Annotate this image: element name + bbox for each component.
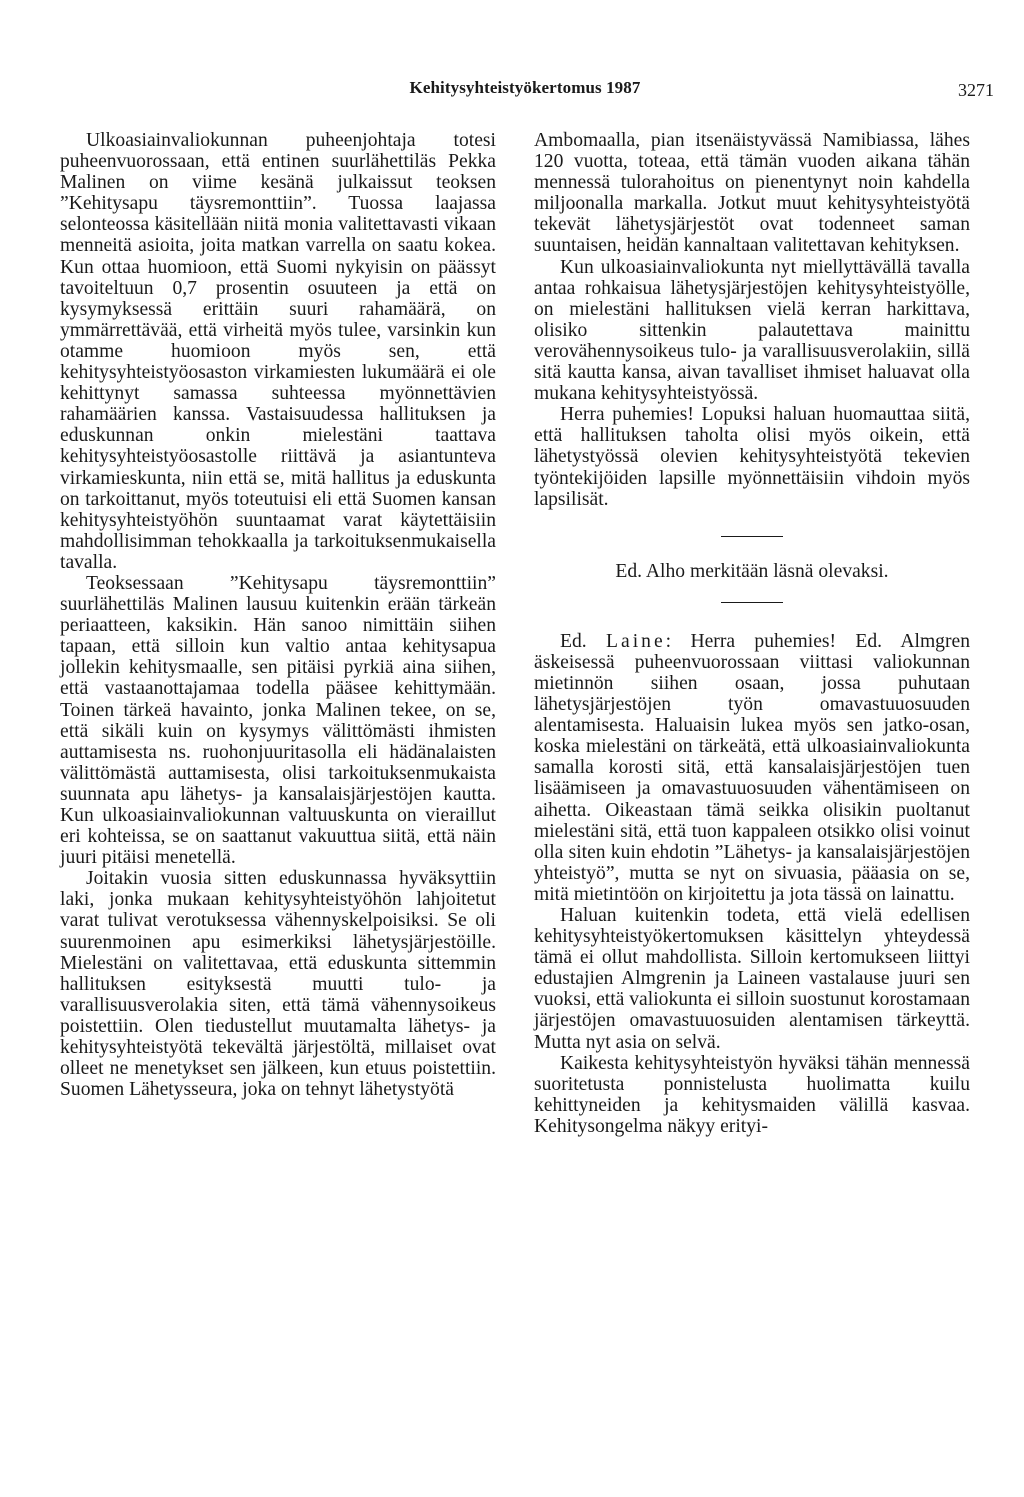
left-column	[60, 130, 496, 1100]
paragraph: Haluan kuitenkin todeta, että vielä edellisen kehitysyhteistyökertomuksen käsittelyn yhteydessä tämä ei ollut mahdollista. Silloin kertomukseen liittyi edustajien Almgrenin ja Laineen vastalause juuri sen vuoksi, että valiokunta ei silloin suostunut korostamaan järjestöjen omavastuuosuiden alentamisen tärkeyttä. Mutta nyt asia on selvä.	[534, 905, 970, 1053]
speech-text: : Herra puhemies! Ed. Almgren äskeisessä puheenvuorossaan viittasi valiokunnan mietinnön siihen osaan, jossa puhutaan lähetysjärjestöjen työn omavastuuosuuden alentamisesta. Haluaisin lukea myös sen jatko-osan, koska mielestäni on tärkeätä, että ulkoasiainvaliokunta samalla korosti sitä, että kansalaisjärjestöjen tuen lisäämiseen ja omavastuuosuuden vähentämiseen on aihetta. Oikeastaan tämä seikka olisikin puoltanut mielestäni sitä, että tuon kappaleen otsikko olisi voinut olla siten kuin ehdotin ”Lähetys- ja kansalaisjärjestöjen yhteistyö”, mutta se nyt on sivuasia, pääasia on se, mitä mietintöön on kirjoitettu ja jota tässä on lainattu.	[534, 630, 970, 905]
right-column	[534, 130, 970, 1137]
paragraph: Ulkoasiainvaliokunnan puheenjohtaja totesi puheenvuorossaan, että entinen suurlähettiläs Pekka Malinen on viime kesänä julkaissut teoksen ”Kehitysapu täysremonttiin”. Tuossa laajassa selonteossa käsitellään niitä monia valitettavasti vikaan menneitä asioita, joita matkan varrella on saatu kokea. Kun ottaa huomioon, että Suomi nykyisin on päässyt tavoiteltuun 0,7 prosentin osuuteen ja että on kysymyksessä erittäin suuri rahamäärä, on ymmärrettävää, että virheitä myös tulee, varsinkin kun otamme huomioon myös sen, että kehitysyhteistyöosaston virkamiesten lukumäärä ei ole kehittynyt samassa suhteessa myönnettävien rahamäärien kanssa. Vastaisuudessa hallituksen ja eduskunnan onkin mielestäni taattava kehitysyhteistyöosastolle riittävä ja asiantunteva virkamieskunta, niin että se, mitä hallitus ja eduskunta on tarkoittanut, myös toteutuisi eli että Suomen kansan kehitysyhteistyöhön suuntaamat varat käytettäisiin mahdollisimman tehokkaalla ja tarkoituksenmukaisella tavalla.	[60, 130, 496, 573]
paragraph: Herra puhemies! Lopuksi haluan huomauttaa siitä, että hallituksen taholta olisi myös oikein, että lähetystyössä olevien kehitysyhteistyötä tekevien työntekijöiden lapsille myönnettäisiin vihdoin myös lapsilisät.	[534, 404, 970, 510]
page-header	[56, 78, 994, 106]
section-divider	[721, 536, 783, 537]
running-title: Kehitysyhteistyökertomus 1987	[409, 78, 641, 97]
paragraph: Joitakin vuosia sitten eduskunnassa hyväksyttiin laki, jonka mukaan kehitysyhteistyöhön lahjoitetut varat tulivat verotuksessa vähennyskelpoisiksi. Se oli suurenmoinen apu esimerkiksi lähetysjärjestöille. Mielestäni on valitettavaa, että eduskunta sittemmin hallituksen esityksestä muutti tulo- ja varallisuusverolakia siten, että tämä vähennysoikeus poistettiin. Olen tiedustellut muutamalta lähetys- ja kehitysyhteistyötä tekevältä järjestöltä, millaiset ovat olleet ne menetykset sen jälkeen, kun etuus poistettiin. Suomen Lähetysseura, joka on tehnyt lähetystyötä	[60, 868, 496, 1101]
speech-paragraph	[534, 631, 970, 905]
attendance-notice: Ed. Alho merkitään läsnä olevaksi.	[615, 560, 889, 582]
paragraph: Kaikesta kehitysyhteistyön hyväksi tähän mennessä suoritetusta ponnistelusta huolimatta kuilu kehittyneiden ja kehitysmaiden välillä kasvaa. Kehitysongelma näkyy erityi-	[534, 1052, 970, 1137]
speaker-prefix: Ed.	[560, 630, 587, 652]
section-divider	[721, 602, 783, 603]
paragraph: Ambomaalla, pian itsenäistyvässä Namibiassa, lähes 120 vuotta, toteaa, että tämän vuoden aikana tähän mennessä tulorahoitus on pienentynyt noin kahdella miljoonalla markalla. Jotkut muut kehitysyhteistyötä tekevät lähetysjärjestöt ovat todenneet saman suuntaisen, heidän kannaltaan valitettavan kehityksen.	[534, 130, 970, 257]
paragraph: Teoksessaan ”Kehitysapu täysremonttiin” suurlähettiläs Malinen lausuu kuitenkin erään tärkeän periaatteen, kaksikin. Hän sanoo nimittäin siihen tapaan, että silloin kun valtio antaa kehitysapua jollekin kehitysmaalle, sen pitäisi pyrkiä aina siihen, että vastaanottajamaa todella pääsee kehittymään. Toinen tärkeä havainto, jonka Malinen tekee, on se, että sikäli kuin on kysymys välittömästi ihmisten auttamisesta ns. ruohonjuuritasolla eli hädänalaisten välittömästä auttamisesta, olisi tarkoituksenmukaista suunnata apu lähetys- ja kansalaisjärjestöjen kautta. Kun ulkoasiainvaliokunnan valtuuskunta on vieraillut eri kohteissa, se on saattanut vakuuttua siitä, että näin juuri pitäisi menetellä.	[60, 572, 496, 869]
paragraph: Kun ulkoasiainvaliokunta nyt miellyttävällä tavalla antaa rohkaisua lähetysjärjestöjen kehitysyhteistyölle, on mielestäni hallituksen vielä kerran harkittava, olisiko sittenkin palautettava mainittu verovähennysoikeus tulo- ja varallisuusverolakiin, sillä sitä kautta kansa, aivan tavalliset ihmiset haluavat olla mukana kehitysyhteistyössä.	[534, 256, 970, 405]
page-number: 3271	[958, 80, 994, 100]
speaker-name: Laine	[606, 630, 666, 652]
